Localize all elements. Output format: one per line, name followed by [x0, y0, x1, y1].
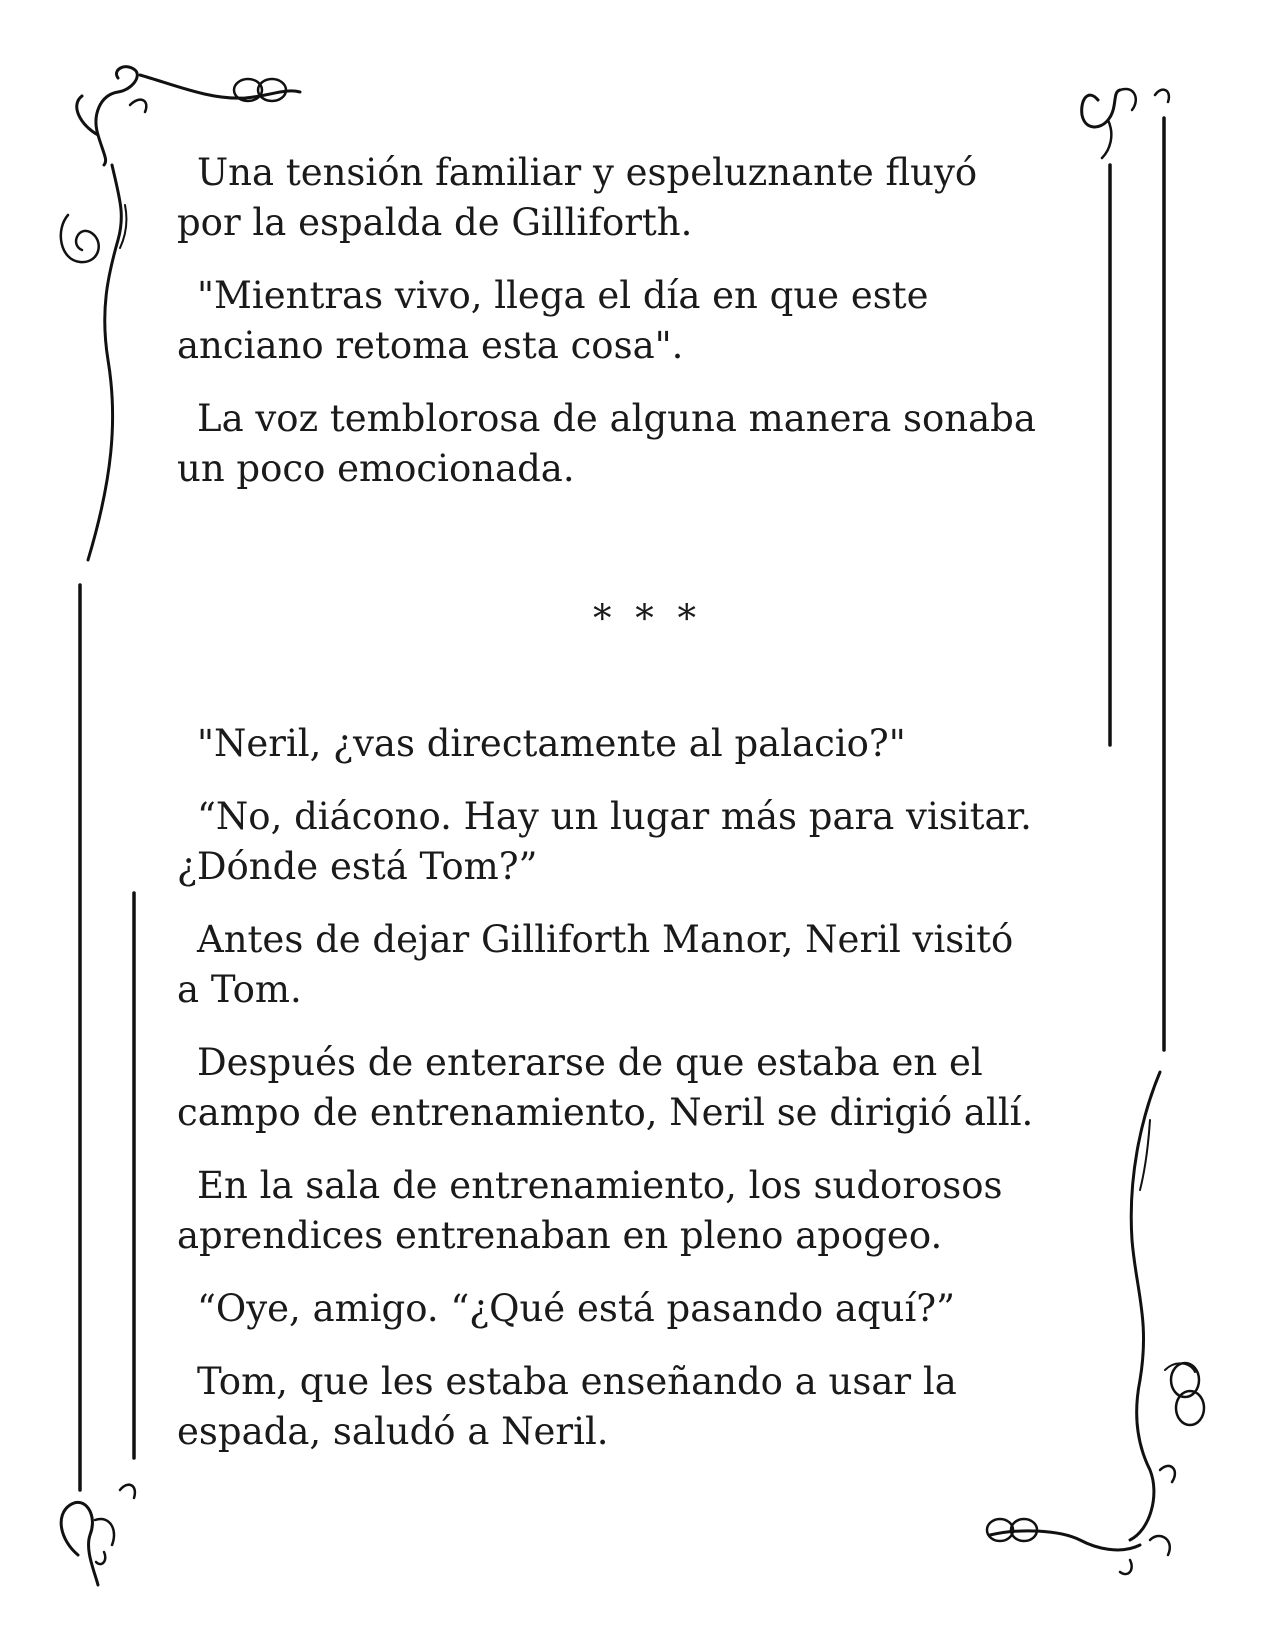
paragraph — [177, 1161, 1077, 1261]
text-line: por la espalda de Gilliforth. — [177, 201, 693, 244]
text-line: "Mientras vivo, llega el día en que este — [197, 274, 929, 317]
paragraph — [177, 148, 1077, 248]
paragraph — [177, 792, 1077, 892]
text-line: Una tensión familiar y espeluznante fluyó — [197, 151, 978, 194]
section-2 — [177, 719, 1077, 1480]
paragraph — [177, 719, 1077, 769]
bottom-left-flourish-icon — [61, 1485, 135, 1585]
text-line: anciano retoma esta cosa". — [177, 324, 684, 367]
text-line: un poco emocionada. — [177, 447, 575, 490]
text-line: "Neril, ¿vas directamente al palacio?" — [197, 722, 906, 765]
text-line: Antes de dejar Gilliforth Manor, Neril visitó — [197, 918, 1014, 961]
text-line: “Oye, amigo. “¿Qué está pasando aquí?” — [197, 1287, 956, 1330]
paragraph — [177, 1284, 1077, 1334]
separator-asterisks: * * * — [592, 597, 703, 640]
scene-separator — [0, 597, 1275, 640]
section-1 — [177, 148, 1077, 517]
text-line: “No, diácono. Hay un lugar más para visitar. — [197, 795, 1032, 838]
text-line: Tom, que les estaba enseñando a usar la — [197, 1360, 957, 1403]
text-line: campo de entrenamiento, Neril se dirigió allí. — [177, 1091, 1034, 1134]
text-line: Después de enterarse de que estaba en el — [197, 1041, 983, 1084]
paragraph — [177, 271, 1077, 371]
top-right-flourish-icon — [1082, 89, 1169, 158]
text-line: La voz temblorosa de alguna manera sonaba — [197, 397, 1036, 440]
text-line: En la sala de entrenamiento, los sudorosos — [197, 1164, 1003, 1207]
paragraph — [177, 1038, 1077, 1138]
text-line: a Tom. — [177, 968, 302, 1011]
text-line: ¿Dónde está Tom?” — [177, 845, 538, 888]
text-line: aprendices entrenaban en pleno apogeo. — [177, 1214, 943, 1257]
paragraph — [177, 915, 1077, 1015]
paragraph — [177, 1357, 1077, 1457]
text-line: espada, saludó a Neril. — [177, 1410, 609, 1453]
paragraph — [177, 394, 1077, 494]
